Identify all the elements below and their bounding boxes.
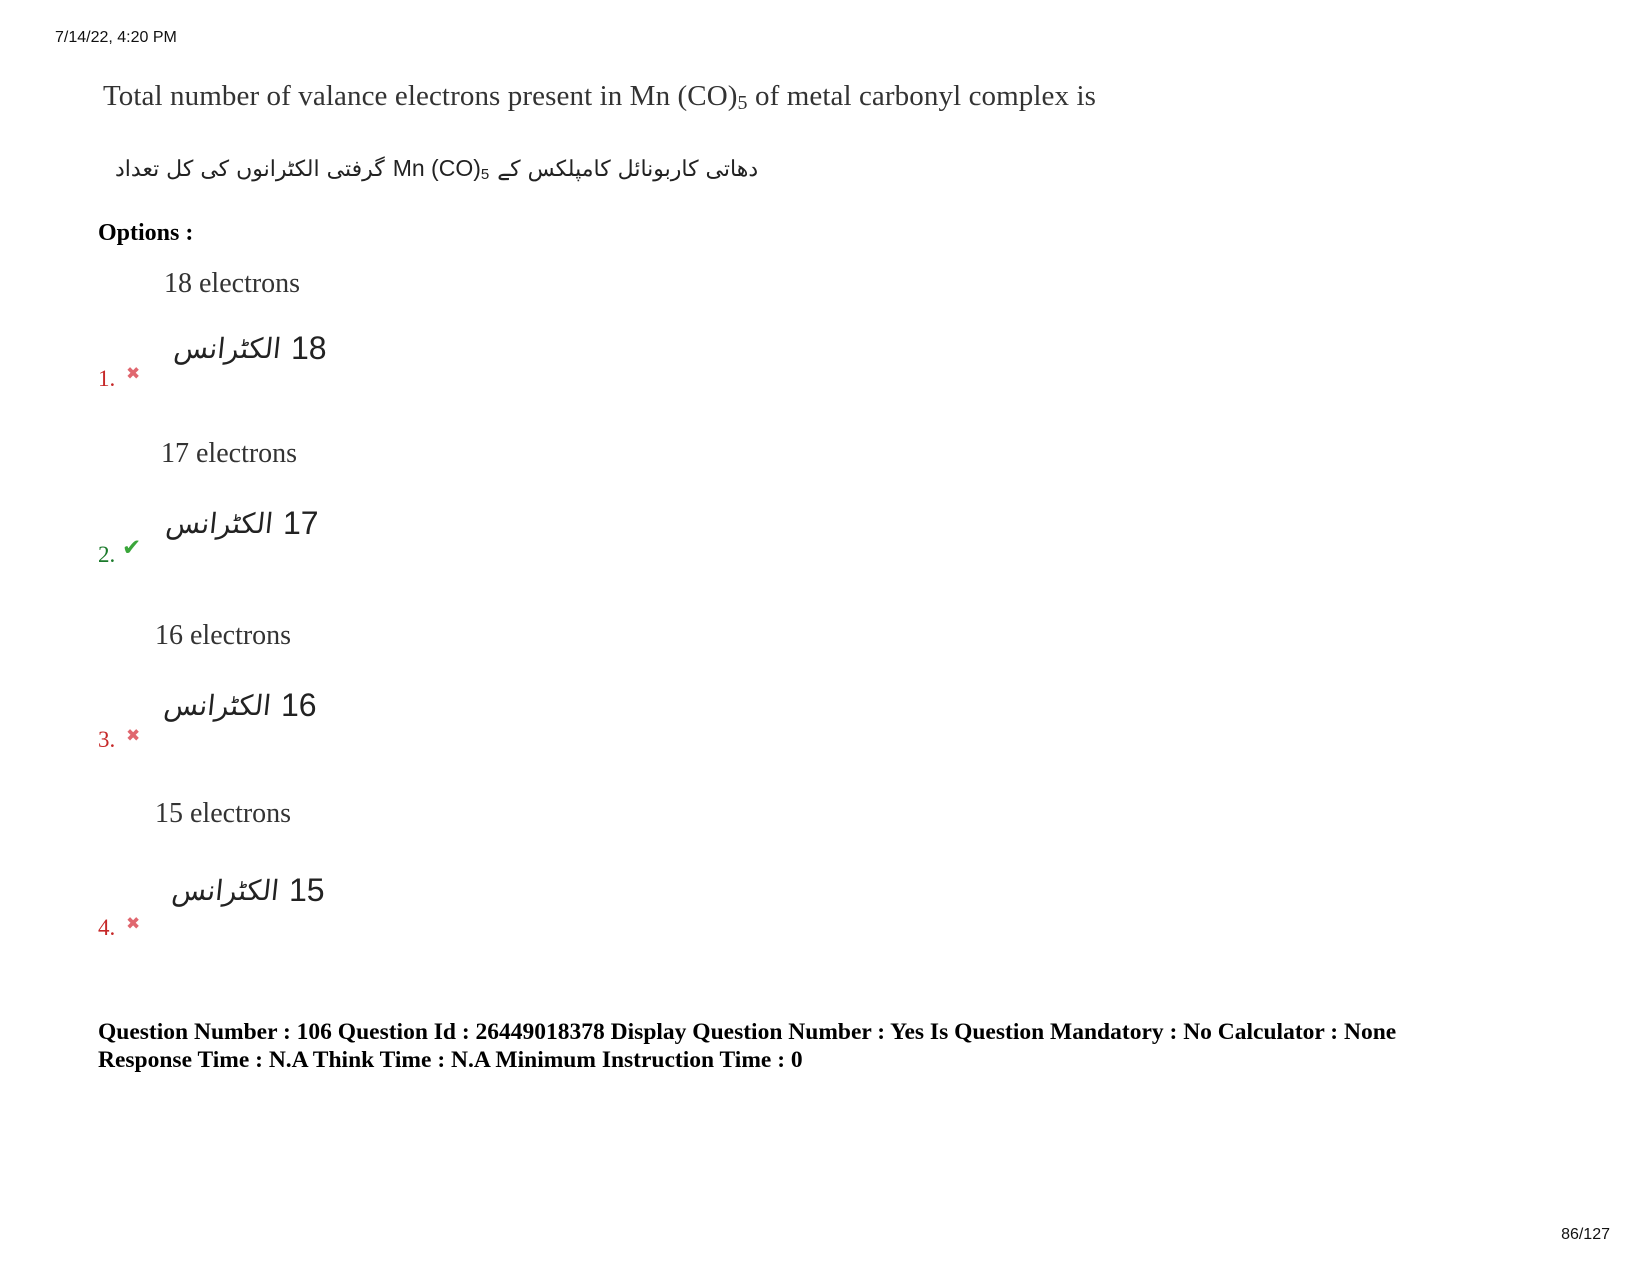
- option-urdu-number: 17: [282, 505, 319, 541]
- option-1-english: 18 electrons: [164, 268, 301, 299]
- check-icon: ✔: [122, 535, 142, 560]
- question-text-english: [103, 80, 1096, 115]
- formula-subscript: 5: [480, 166, 490, 183]
- question-text-part: Total number of valance electrons present in Mn (CO): [103, 80, 738, 112]
- page-number: 86/127: [1561, 1226, 1610, 1243]
- option-3-english: 16 electrons: [155, 620, 292, 651]
- option-4-urdu: [172, 872, 325, 909]
- option-3-urdu: [164, 687, 317, 724]
- metadata-line-2: Response Time : N.A Think Time : N.A Minimum Instruction Time : 0: [98, 1047, 803, 1073]
- option-urdu-word: الکٹرانس: [172, 332, 283, 365]
- option-3-number: 3.: [98, 727, 116, 752]
- option-urdu-number: 16: [280, 687, 317, 723]
- question-metadata: [98, 1018, 1598, 1074]
- option-1-number: 1.: [98, 366, 116, 391]
- option-2-urdu: [166, 505, 319, 542]
- question-subscript: 5: [737, 92, 748, 114]
- option-4-number: 4.: [98, 915, 116, 940]
- option-2-number: 2.: [98, 542, 116, 567]
- option-urdu-number: 15: [288, 872, 325, 908]
- option-urdu-number: 18: [290, 330, 327, 366]
- metadata-line-1: Question Number : 106 Question Id : 26449018378 Display Question Number : Yes Is Question Mandatory : No Calculator : None: [98, 1019, 1397, 1045]
- print-timestamp: 7/14/22, 4:20 PM: [55, 29, 177, 46]
- cross-icon: ✖: [126, 726, 141, 745]
- option-4-english: 15 electrons: [155, 798, 292, 829]
- cross-icon: ✖: [126, 364, 141, 383]
- options-heading: Options :: [98, 220, 194, 246]
- question-urdu-formula: [393, 155, 490, 183]
- question-urdu-part-2: گرفتی الکٹرانوں کی کل تعداد: [115, 156, 385, 182]
- cross-icon: ✖: [126, 914, 141, 933]
- question-urdu-part-1: دھاتی کاربونائل کامپلکس کے: [497, 156, 759, 182]
- option-urdu-word: الکٹرانس: [164, 507, 275, 540]
- formula-text: Mn (CO): [392, 155, 481, 181]
- question-text-urdu: [115, 146, 758, 192]
- question-text-tail: of metal carbonyl complex is: [747, 80, 1097, 112]
- option-urdu-word: الکٹرانس: [170, 874, 281, 907]
- option-2-english: 17 electrons: [161, 438, 298, 469]
- option-urdu-word: الکٹرانس: [162, 689, 273, 722]
- option-1-urdu: [174, 330, 327, 367]
